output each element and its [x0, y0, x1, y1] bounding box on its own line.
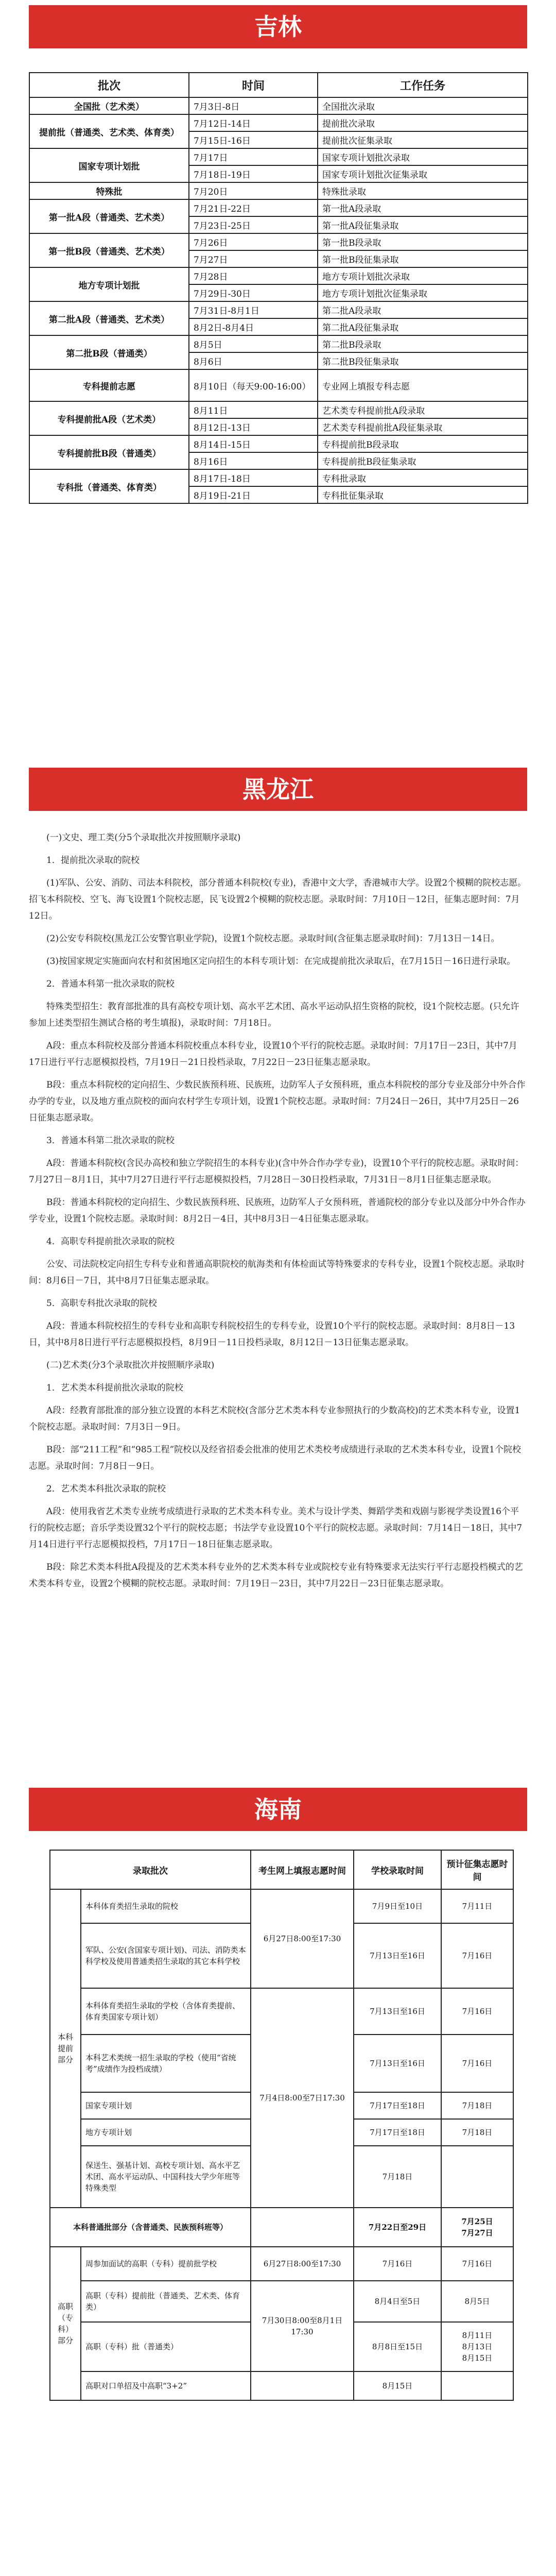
table-row	[50, 2208, 513, 2247]
column-header-task: 工作任务	[318, 73, 528, 97]
batch-cell: 专科提前志愿	[29, 369, 189, 401]
heilongjiang-title: 黑龙江	[242, 775, 314, 803]
table-row	[29, 435, 528, 452]
task-cell: 提前批次录取	[318, 114, 528, 131]
time-cell: 7月21日-22日	[189, 199, 318, 216]
task-cell: 地方专项计划批次录取	[318, 267, 528, 284]
item-cell: 国家专项计划	[81, 2092, 251, 2119]
paragraph: A段：普通本科院校招生的专科专业和高职专科院校招生的专科专业，设置10个平行的院校志愿。录取时间：8月8日－13日，其中8月8日进行平行志愿模拟投档，8月9日－11日投档录取，8月12日－13日征集志愿录取。	[29, 1321, 515, 1348]
time-cell: 7月15日-16日	[189, 131, 318, 148]
batch-cell: 地方专项计划批	[29, 267, 189, 301]
task-cell: 第一批A段录取	[318, 199, 528, 216]
collect-time-cell: 8月5日	[441, 2281, 513, 2322]
batch-cell: 第二批B段（普通类）	[29, 335, 189, 369]
task-cell: 国家专项计划批次征集录取	[318, 165, 528, 182]
table-header-row	[29, 73, 528, 97]
item-cell: 本科体育类招生录取的学校（含体育类提前、体育类国家专项计划）	[81, 1988, 251, 2035]
column-header-time: 时间	[189, 73, 318, 97]
time-cell: 7月27日	[189, 250, 318, 267]
collect-time-cell: 7月16日	[441, 1988, 513, 2035]
paragraph: 公安、司法院校定向招生专科专业和普通高职院校的航海类和有体检面试等特殊要求的专科专业，设置1个院校志愿。录取时间：8月6日－7日，其中8月7日征集志愿录取。	[29, 1259, 525, 1286]
task-cell: 专科批征集录取	[318, 486, 528, 503]
collect-time-cell: 8月11日 8月13日 8月15日	[441, 2322, 513, 2371]
jilin-schedule-table	[29, 72, 528, 504]
batch-cell: 第一批B段（普通类、艺术类）	[29, 233, 189, 267]
time-cell: 7月26日	[189, 233, 318, 250]
time-cell: 7月20日	[189, 182, 318, 199]
admit-time-cell: 7月13日至16日	[354, 2035, 441, 2092]
table-row	[50, 1889, 513, 1923]
batch-cell: 第二批A段（普通类、艺术类）	[29, 301, 189, 335]
paragraph: 特殊类型招生：教育部批准的具有高校专项计划、高水平艺术团、高水平运动队招生资格的院校，设1个院校志愿。(只允许参加上述类型招生测试合格的考生填报)，录取时间：7月18日。	[29, 1002, 519, 1028]
paragraph: B段：部“211工程”和“985工程”院校以及经省招委会批准的使用艺术类校考成绩进行录取的艺术类本科专业，设置1个院校志愿。录取时间：7月8日－9日。	[29, 1445, 521, 1471]
column-header-fill-time: 考生网上填报志愿时间	[251, 1850, 354, 1889]
paragraph: (2)公安专科院校(黑龙江公安警官职业学院)，设置1个院校志愿。录取时间(含征集志愿录取时间)：7月13日－14日。	[46, 934, 500, 944]
batch-cell: 国家专项计划批	[29, 148, 189, 182]
time-cell: 7月28日	[189, 267, 318, 284]
table-row	[29, 148, 528, 165]
task-cell: 第二批B段征集录取	[318, 352, 528, 369]
batch-cell: 专科提前批A段（艺术类）	[29, 401, 189, 435]
collect-time-cell: 7月16日	[441, 2247, 513, 2281]
time-cell: 8月17日-18日	[189, 469, 318, 486]
admit-time-cell: 7月9日至10日	[354, 1889, 441, 1923]
paragraph: 1．艺术类本科提前批次录取的院校	[46, 1383, 183, 1393]
paragraph: (二)艺术类(分3个录取批次并按照顺序录取)	[46, 1360, 215, 1370]
collect-time-cell: 7月18日	[441, 2092, 513, 2119]
task-cell: 第一批A段征集录取	[318, 216, 528, 233]
time-cell: 7月12日-14日	[189, 114, 318, 131]
table-row	[29, 233, 528, 250]
table-row	[29, 182, 528, 199]
paragraph: B段：重点本科院校的定向招生、少数民族预科班、民族班，边防军人子女预科班，重点本科院校的部分专业及部分中外合作办学的专业，以及地方重点院校的面向农村学生专项计划，设置1个院校志愿。录取时间：7月24日－26日，其中7月25日－26日征集志愿录取。	[29, 1080, 526, 1123]
collect-time-cell	[441, 2371, 513, 2400]
task-cell: 第二批A段征集录取	[318, 318, 528, 335]
table-row	[29, 114, 528, 131]
task-cell: 特殊批录取	[318, 182, 528, 199]
admit-time-cell: 8月8日至15日	[354, 2322, 441, 2371]
column-header-collect-time: 预计征集志愿时间	[441, 1850, 513, 1889]
group-label-benke-tiqian: 本科提前部分	[50, 1889, 81, 2208]
time-cell: 7月3日-8日	[189, 97, 318, 114]
time-cell: 7月18日-19日	[189, 165, 318, 182]
item-cell: 地方专项计划	[81, 2119, 251, 2146]
table-row	[29, 335, 528, 352]
time-cell: 8月10日（每天9:00-16:00）	[189, 369, 318, 401]
paragraph: 4．高职专科提前批次录取的院校	[46, 1236, 175, 1247]
batch-cell: 全国批（艺术类）	[29, 97, 189, 114]
collect-time-cell: 7月11日	[441, 1889, 513, 1923]
table-row	[29, 199, 528, 216]
table-row	[29, 301, 528, 318]
task-cell: 全国批次录取	[318, 97, 528, 114]
admit-time-cell: 7月17日至18日	[354, 2119, 441, 2146]
table-header-row	[50, 1850, 513, 1889]
time-cell: 8月2日-8月4日	[189, 318, 318, 335]
paragraph: B段：普通本科院校的定向招生、少数民族预科班、民族班，边防军人子女预科班，普通院校的部分专业以及部分中外合作办学专业，设置1个院校志愿。录取时间：8月2日－4日，其中8月3日－4日征集志愿录取。	[29, 1197, 526, 1224]
group-label-benke-putong: 本科普通批部分（含普通类、民族预科班等）	[50, 2208, 251, 2247]
table-row	[50, 2281, 513, 2322]
time-cell: 7月23日-25日	[189, 216, 318, 233]
paragraph: A段：经教育部批准的部分独立设置的本科艺术院校(含部分艺术类本科专业参照执行的少数高校)的艺术类本科专业，设置1个院校志愿。录取时间：7月3日－9日。	[29, 1405, 520, 1432]
table-row	[29, 469, 528, 486]
admit-time-cell: 8月4日至5日	[354, 2281, 441, 2322]
table-row	[29, 369, 528, 401]
item-cell: 高职（专科）批（普通类）	[81, 2322, 251, 2371]
task-cell: 国家专项计划批次录取	[318, 148, 528, 165]
batch-cell: 提前批（普通类、艺术类、体育类）	[29, 114, 189, 148]
table-row	[50, 2371, 513, 2400]
batch-cell: 第一批A段（普通类、艺术类）	[29, 199, 189, 233]
time-cell: 8月5日	[189, 335, 318, 352]
admit-time-cell: 7月13日至16日	[354, 1923, 441, 1988]
item-cell: 高职（专科）提前批（普通类、艺术类、体育类）	[81, 2281, 251, 2322]
task-cell: 艺术类专科提前批A段征集录取	[318, 418, 528, 435]
time-cell: 7月17日	[189, 148, 318, 165]
admit-time-cell: 7月13日至16日	[354, 1988, 441, 2035]
collect-time-cell: 7月18日	[441, 2119, 513, 2146]
item-cell: 高职对口单招及中高职“3+2”	[81, 2371, 251, 2400]
task-cell: 专科提前批B段征集录取	[318, 452, 528, 469]
paragraph: A段：重点本科院校及部分普通本科院校重点本科专业，设置10个平行的院校志愿。录取时间：7月17日－23日，其中7月17日进行平行志愿模拟投档，7月19日－21日投档录取，7月22日－23日征集志愿录取。	[29, 1041, 517, 1067]
admit-time-cell: 7月18日	[354, 2146, 441, 2208]
fill-time-cell	[251, 2208, 354, 2247]
fill-time-cell: 7月4日8:00至7日17:30	[251, 1988, 354, 2208]
column-header-batch: 录取批次	[50, 1850, 251, 1889]
column-header-admit-time: 学校录取时间	[354, 1850, 441, 1889]
time-cell: 7月31日-8月1日	[189, 301, 318, 318]
hainan-banner	[29, 1788, 527, 1831]
item-cell: 军队、公安(含国家专项计划)、司法、消防类本科学校及使用普通类招生录取的其它本科学校	[81, 1923, 251, 1988]
time-cell: 7月29日-30日	[189, 284, 318, 301]
heilongjiang-body	[29, 829, 527, 1598]
time-cell: 8月19日-21日	[189, 486, 318, 503]
fill-time-cell: 6月27日8:00至17:30	[251, 1889, 354, 1988]
collect-time-cell: 7月25日 7月27日	[441, 2208, 513, 2247]
group-label-gaozhi: 高职（专科）部分	[50, 2247, 81, 2400]
jilin-banner	[29, 5, 527, 48]
fill-time-cell	[251, 2371, 354, 2400]
item-cell: 周参加面试的高职（专科）提前批学校	[81, 2247, 251, 2281]
collect-time-cell: 7月16日	[441, 2035, 513, 2092]
paragraph: (1)军队、公安、消防、司法本科院校，部分普通本科院校(专业)，香港中文大学，香港城市大学。设置2个模糊的院校志愿。招飞本科院校、空飞、海飞设置1个院校志愿，民飞设置2个模糊的院校志愿。录取时间：7月10日－12日，征集志愿时间：7月12日。	[29, 878, 527, 921]
admit-time-cell: 8月15日	[354, 2371, 441, 2400]
time-cell: 8月14日-15日	[189, 435, 318, 452]
task-cell: 专科批录取	[318, 469, 528, 486]
collect-time-cell: 7月16日	[441, 1923, 513, 1988]
paragraph: A段：使用我省艺术类专业统考成绩进行录取的艺术类本科专业。美术与设计学类、舞蹈学类和戏剧与影视学类设置16个平行的院校志愿；音乐学类设置32个平行的院校志愿；书法学专业设置10个平行的院校志愿。录取时间：7月14日－18日，其中7月14日进行平行志愿模拟投档，7月17日－18日征集志愿录取。	[29, 1506, 523, 1550]
batch-cell: 专科提前批B段（普通类）	[29, 435, 189, 469]
collect-time-cell	[441, 2146, 513, 2208]
task-cell: 地方专项计划批次征集录取	[318, 284, 528, 301]
paragraph: (3)按国家规定实施面向农村和贫困地区定向招生的本科专项计划：在完成提前批次录取后，在7月15日－16日进行录取。	[46, 956, 516, 967]
task-cell: 提前批次征集录取	[318, 131, 528, 148]
admit-time-cell: 7月17日至18日	[354, 2092, 441, 2119]
time-cell: 8月6日	[189, 352, 318, 369]
item-cell: 保送生、强基计划、高校专项计划、高水平艺术团、高水平运动队、中国科技大学少年班等特殊类型	[81, 2146, 251, 2208]
task-cell: 专科提前批B段录取	[318, 435, 528, 452]
item-cell: 本科体育类招生录取的院校	[81, 1889, 251, 1923]
batch-cell: 特殊批	[29, 182, 189, 199]
paragraph: B段：除艺术类本科批A段提及的艺术类本科专业外的艺术类本科专业或院校专业有特殊要求无法实行平行志愿投档模式的艺术类本科专业，设置2个模糊的院校志愿。录取时间：7月19日－23日，其中7月22日－23日征集志愿录取。	[29, 1562, 523, 1589]
fill-time-cell: 6月27日8:00至17:30	[251, 2247, 354, 2281]
table-row	[29, 97, 528, 114]
paragraph: 5．高职专科批次录取的院校	[46, 1298, 157, 1309]
hainan-title: 海南	[254, 1795, 302, 1823]
table-row	[50, 1988, 513, 2035]
paragraph: A段：普通本科院校(含民办高校和独立学院招生的本科专业)(含中外合作办学专业)，设置10个平行的院校志愿。录取时间：7月27日－8月1日，其中7月27日进行平行志愿模拟投档，7月28日－30日投档录取，7月31日－8月1日征集志愿录取。	[29, 1158, 524, 1185]
jilin-title: 吉林	[254, 13, 302, 41]
table-row	[29, 267, 528, 284]
table-row	[50, 2247, 513, 2281]
task-cell: 第一批B段录取	[318, 233, 528, 250]
paragraph: (一)文史、理工类(分5个录取批次并按照顺序录取)	[46, 833, 241, 843]
task-cell: 第一批B段征集录取	[318, 250, 528, 267]
task-cell: 第二批B段录取	[318, 335, 528, 352]
task-cell: 第二批A段录取	[318, 301, 528, 318]
admit-time-cell: 7月16日	[354, 2247, 441, 2281]
task-cell: 专业网上填报专科志愿	[318, 369, 528, 401]
time-cell: 8月16日	[189, 452, 318, 469]
admit-time-cell: 7月22日至29日	[354, 2208, 441, 2247]
table-row	[29, 401, 528, 418]
task-cell: 艺术类专科提前批A段录取	[318, 401, 528, 418]
paragraph: 2．艺术类本科批次录取的院校	[46, 1484, 166, 1494]
fill-time-cell: 7月30日8:00至8月1日17:30	[251, 2281, 354, 2371]
time-cell: 8月11日	[189, 401, 318, 418]
paragraph: 2．普通本科第一批次录取的院校	[46, 979, 175, 989]
paragraph: 3．普通本科第二批次录取的院校	[46, 1136, 175, 1146]
batch-cell: 专科批（普通类、体育类）	[29, 469, 189, 503]
paragraph: 1．提前批次录取的院校	[46, 855, 140, 866]
column-header-batch: 批次	[29, 73, 189, 97]
item-cell: 本科艺术类统一招生录取的学校（使用“省统考”成绩作为投档成绩）	[81, 2035, 251, 2092]
time-cell: 8月12日-13日	[189, 418, 318, 435]
hainan-schedule-table	[49, 1850, 514, 2401]
heilongjiang-banner	[29, 768, 527, 811]
